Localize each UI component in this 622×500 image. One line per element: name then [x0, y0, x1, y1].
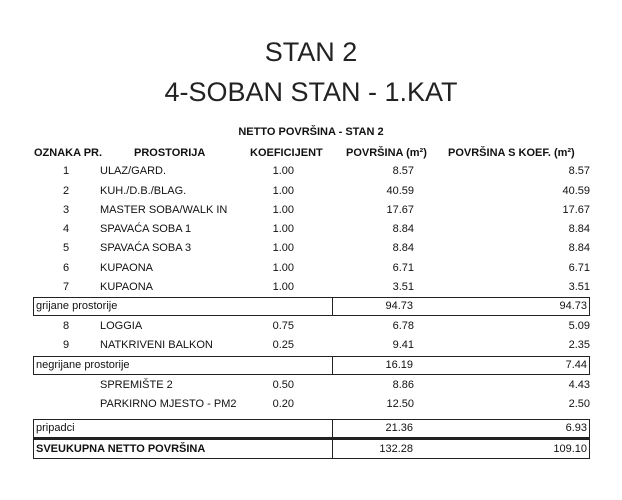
room-number: 3 [62, 204, 70, 216]
room-koeficijent: 1.00 [272, 242, 294, 254]
table-row [34, 317, 590, 335]
room-povrsina-koef: 8.84 [568, 242, 590, 254]
room-povrsina: 8.86 [392, 379, 414, 391]
room-povrsina-koef: 6.71 [568, 262, 590, 274]
room-number: 8 [62, 320, 70, 332]
subtotal-povrsina: 21.36 [385, 422, 413, 434]
room-povrsina-koef: 17.67 [562, 204, 590, 216]
subtotal-row-grijane [33, 297, 590, 316]
room-name: SPREMIŠTE 2 [100, 379, 173, 391]
table-row [34, 201, 590, 219]
room-name: PARKIRNO MJESTO - PM2 [100, 398, 237, 410]
room-koeficijent: 0.75 [272, 320, 294, 332]
room-number: 7 [62, 281, 70, 293]
subtotal-povrsina: 94.73 [385, 300, 413, 312]
room-povrsina-koef: 2.50 [568, 398, 590, 410]
subtotal-label: pripadci [36, 422, 75, 434]
room-povrsina-koef: 3.51 [568, 281, 590, 293]
room-name: MASTER SOBA/WALK IN [100, 204, 228, 216]
subtotal-row-pripadci [33, 419, 590, 438]
room-povrsina: 12.50 [386, 398, 414, 410]
room-koeficijent: 0.25 [272, 339, 294, 351]
room-povrsina-koef: 40.59 [562, 185, 590, 197]
page-subtitle: 4-SOBAN STAN - 1.KAT [164, 77, 458, 107]
room-name: KUPAONA [100, 262, 153, 274]
room-povrsina: 8.57 [392, 165, 414, 177]
column-divider [332, 440, 333, 458]
room-koeficijent: 1.00 [272, 223, 294, 235]
subtotal-povrsina-koef: 7.44 [565, 359, 587, 371]
room-number: 4 [62, 223, 70, 235]
room-name: KUH./D.B./BLAG. [100, 185, 187, 197]
room-povrsina-koef: 2.35 [568, 339, 590, 351]
subtotal-label: negrijane prostorije [36, 359, 130, 371]
table-row [34, 395, 590, 413]
room-name: SPAVAĆA SOBA 1 [100, 223, 192, 235]
grand-total-povrsina: 132.28 [379, 443, 413, 455]
grand-total-label: SVEUKUPNA NETTO POVRŠINA [36, 443, 206, 455]
table-row [34, 182, 590, 200]
room-number: 9 [62, 339, 70, 351]
room-povrsina: 8.84 [392, 242, 414, 254]
room-koeficijent: 0.20 [272, 398, 294, 410]
table-row [34, 336, 590, 354]
subtotal-label: grijane prostorije [36, 300, 118, 312]
column-header-koeficijent: KOEFICIJENT [250, 147, 323, 159]
room-povrsina-koef: 8.84 [568, 223, 590, 235]
room-number: 5 [62, 242, 70, 254]
column-header-prostorija: PROSTORIJA [134, 147, 206, 159]
grand-total-row [33, 438, 590, 459]
room-povrsina-koef: 4.43 [568, 379, 590, 391]
room-koeficijent: 1.00 [272, 185, 294, 197]
room-povrsina-koef: 5.09 [568, 320, 590, 332]
table-row [34, 376, 590, 394]
column-header-povrsina-koef: POVRŠINA S KOEF. (m²) [448, 147, 575, 159]
subtotal-row-negrijane [33, 356, 590, 375]
table-row [34, 239, 590, 257]
section-title: NETTO POVRŠINA - STAN 2 [238, 126, 384, 138]
room-number: 6 [62, 262, 70, 274]
subtotal-povrsina: 16.19 [385, 359, 413, 371]
room-koeficijent: 0.50 [272, 379, 294, 391]
table-row [34, 220, 590, 238]
room-name: KUPAONA [100, 281, 153, 293]
room-povrsina: 3.51 [392, 281, 414, 293]
room-koeficijent: 1.00 [272, 204, 294, 216]
subtotal-povrsina-koef: 6.93 [565, 422, 587, 434]
column-divider [332, 420, 333, 437]
room-name: SPAVAĆA SOBA 3 [100, 242, 192, 254]
room-koeficijent: 1.00 [272, 281, 294, 293]
room-povrsina-koef: 8.57 [568, 165, 590, 177]
column-divider [332, 357, 333, 374]
room-number: 1 [62, 165, 70, 177]
room-povrsina: 6.71 [392, 262, 414, 274]
room-koeficijent: 1.00 [272, 165, 294, 177]
table-row [34, 278, 590, 296]
room-name: LOGGIA [100, 320, 143, 332]
column-header-povrsina: POVRŠINA (m²) [346, 147, 427, 159]
room-povrsina: 9.41 [392, 339, 414, 351]
room-koeficijent: 1.00 [272, 262, 294, 274]
room-povrsina: 6.78 [392, 320, 414, 332]
room-povrsina: 40.59 [386, 185, 414, 197]
room-name: ULAZ/GARD. [100, 165, 167, 177]
room-number: 2 [62, 185, 70, 197]
page-title: STAN 2 [264, 37, 358, 67]
table-row [34, 162, 590, 180]
column-divider [332, 298, 333, 315]
table-header [34, 144, 590, 162]
column-header-oznaka: OZNAKA PR. [34, 147, 103, 159]
room-povrsina: 17.67 [386, 204, 414, 216]
room-name: NATKRIVENI BALKON [100, 339, 213, 351]
subtotal-povrsina-koef: 94.73 [559, 300, 587, 312]
table-row [34, 259, 590, 277]
grand-total-povrsina-koef: 109.10 [553, 443, 587, 455]
room-povrsina: 8.84 [392, 223, 414, 235]
